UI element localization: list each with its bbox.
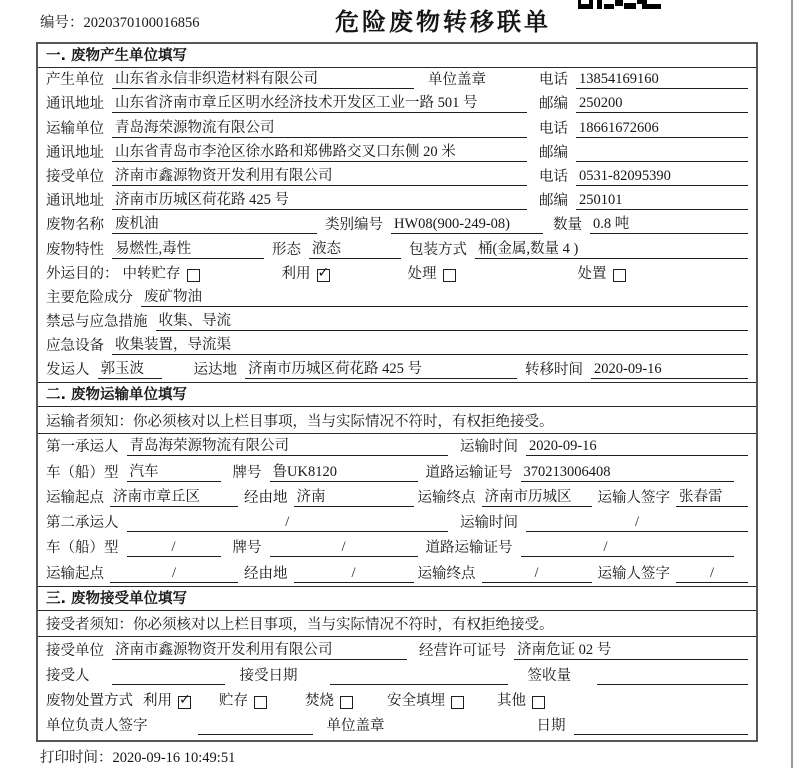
main-hazard-label: 主要危险成分 (46, 289, 133, 306)
receive-date-value (330, 667, 508, 685)
row-emergency-equipment (38, 334, 756, 358)
doc-number-value: 2020370100016856 (83, 15, 200, 31)
waste-quantity-label: 数量 (553, 217, 582, 234)
transporter-address-value: 山东省青岛市李沧区徐水路和郑佛路交叉口东侧 20 米 (112, 140, 527, 162)
producer-phone-group (539, 68, 748, 89)
row-disposal-method (38, 688, 756, 713)
transfer-date-label: 转移时间 (525, 362, 583, 379)
date-label: 日期 (536, 718, 566, 735)
producer-unit-label: 产生单位 (46, 72, 104, 89)
date-value (574, 717, 749, 735)
row-receiver-address (38, 189, 756, 213)
waste-category-value: HW08(900-249-08) (391, 216, 543, 234)
checkbox-landfill (451, 696, 464, 709)
terminal-1-value: 济南市历城区 (482, 485, 592, 507)
row-second-carrier (38, 510, 756, 535)
carrier-notice: 运输者须知：你必须核对以上栏目事项，当与实际情况不符时，有权拒绝接受。 (38, 407, 756, 434)
carrier-signature-2-label: 运输人签字 (597, 565, 670, 582)
producer-seal-label: 单位盖章 (428, 72, 486, 89)
checkbox-dispose (613, 269, 626, 282)
receiver-address-label: 通讯地址 (46, 193, 104, 210)
first-carrier-value: 青岛海荣源物流有限公司 (127, 434, 449, 456)
contraindications-value: 收集、导流 (156, 309, 749, 331)
plate-number-1-label: 牌号 (232, 464, 262, 481)
row-transfer-purpose (38, 262, 756, 286)
emergency-equipment-label: 应急设备 (46, 338, 104, 355)
consignor-label: 发运人 (46, 362, 90, 379)
second-carrier-value: / (127, 514, 449, 532)
receiver-person-label: 接受人 (46, 667, 90, 684)
responsible-signature-value (198, 717, 313, 735)
emergency-equipment-value: 收集装置，导流渠 (112, 333, 748, 355)
terminal-2-value: / (482, 565, 592, 583)
destination-label: 运达地 (193, 362, 237, 379)
destination-value: 济南市历城区荷花路 425 号 (245, 357, 517, 379)
print-time-value: 2020-09-16 10:49:51 (112, 750, 236, 766)
transporter-postcode-group (539, 141, 748, 162)
first-carrier-label: 第一承运人 (46, 439, 119, 456)
transfer-date-value: 2020-09-16 (591, 361, 748, 379)
row-vehicle-1 (38, 459, 756, 484)
packing-method-value: 桶(金属,数量 4 ) (475, 237, 748, 259)
waste-category-label: 类别编号 (325, 217, 383, 234)
vehicle-type-2-label: 车（船）型 (46, 540, 119, 557)
vehicle-type-1-value: 汽车 (127, 460, 221, 482)
receiver-address-value: 济南市历城区荷花路 425 号 (112, 188, 527, 210)
via-1-value: 济南 (294, 485, 414, 507)
consignor-value: 郭玉波 (98, 357, 162, 379)
waste-characteristics-label: 废物特性 (46, 241, 104, 258)
qr-code-fragment (578, 0, 662, 10)
main-hazard-value: 废矿物油 (141, 285, 748, 307)
option-incinerate-label: 焚烧 (305, 693, 334, 710)
row-vehicle-2 (38, 535, 756, 560)
transporter-address-label: 通讯地址 (46, 144, 104, 161)
row-producer-address (38, 92, 756, 116)
transfer-purpose-label: 外运目的： (46, 265, 119, 282)
second-carrier-label: 第二承运人 (46, 515, 119, 532)
checkbox-other (532, 696, 545, 709)
waste-characteristics-value: 易燃性,毒性 (112, 237, 264, 259)
received-quantity-value (597, 667, 748, 685)
via-1-label: 经由地 (244, 489, 288, 506)
via-2-label: 经由地 (244, 565, 288, 582)
checkbox-treat (443, 269, 456, 282)
waste-form-label: 形态 (272, 241, 301, 258)
received-quantity-label: 签收量 (527, 667, 571, 684)
section-transporter-header: 二. 废物运输单位填写 (38, 382, 756, 407)
packing-method-label: 包装方式 (409, 241, 467, 258)
origin-2-value: / (110, 565, 238, 583)
vehicle-type-2-value: / (127, 539, 221, 557)
row-receiving-unit (38, 637, 756, 662)
print-time (40, 746, 235, 767)
receiver-unit-value: 济南市鑫源物资开发利用有限公司 (112, 164, 527, 186)
producer-phone-label: 电话 (539, 72, 568, 89)
producer-address-value: 山东省济南市章丘区明水经济技术开发区工业一路 501 号 (112, 91, 527, 113)
row-first-carrier (38, 434, 756, 459)
carrier-signature-1-value: 张春雷 (676, 485, 748, 507)
origin-1-label: 运输起点 (46, 489, 104, 506)
producer-postcode-group (539, 92, 748, 113)
waste-name-label: 废物名称 (46, 217, 104, 234)
option-transit-storage-label: 中转贮存 (122, 265, 181, 282)
receiver-person-value (112, 667, 225, 685)
section-producer-header: 一. 废物产生单位填写 (38, 44, 756, 68)
transporter-phone-value: 18661672606 (576, 120, 748, 138)
hazardous-waste-transfer-form (36, 42, 758, 742)
page-edge-line (791, 0, 793, 768)
disposal-method-label: 废物处置方式 (46, 693, 133, 710)
checkbox-storage (254, 696, 267, 709)
receiving-unit-value: 济南市鑫源物资开发利用有限公司 (112, 638, 407, 660)
origin-2-label: 运输起点 (46, 565, 104, 582)
road-license-2-label: 道路运输证号 (425, 540, 513, 557)
row-producer-unit (38, 68, 756, 92)
transport-date-2-value: / (526, 514, 748, 532)
transporter-postcode-label: 邮编 (539, 144, 568, 161)
carrier-signature-1-label: 运输人签字 (597, 489, 670, 506)
row-transporter-unit (38, 116, 756, 140)
transporter-postcode-value (576, 144, 748, 162)
producer-postcode-value: 250200 (576, 95, 748, 113)
option-landfill-label: 安全填埋 (387, 693, 445, 710)
terminal-1-label: 运输终点 (417, 489, 476, 506)
vehicle-type-1-label: 车（船）型 (46, 464, 119, 481)
row-consignor (38, 358, 756, 382)
transporter-unit-value: 青岛海荣源物流有限公司 (112, 116, 527, 138)
receiver-postcode-group (539, 189, 748, 210)
waste-form-value: 液态 (309, 237, 401, 259)
page-title: 危险废物转移联单 (335, 8, 551, 36)
row-waste-characteristics (38, 237, 756, 261)
section-transporter (38, 382, 756, 585)
row-waste-name (38, 213, 756, 237)
transporter-unit-label: 运输单位 (46, 120, 104, 137)
doc-number-label: 编号： (40, 15, 84, 31)
transporter-phone-label: 电话 (539, 120, 568, 137)
checkbox-transit-storage (187, 269, 200, 282)
road-license-1-label: 道路运输证号 (425, 464, 513, 481)
row-contraindications (38, 310, 756, 334)
option-dispose-label: 处置 (577, 265, 607, 282)
receiving-unit-label: 接受单位 (46, 642, 104, 659)
receiver-phone-label: 电话 (539, 168, 568, 185)
contraindications-label: 禁忌与应急措施 (46, 314, 148, 331)
row-responsible-signature (38, 713, 756, 738)
checkbox-utilize-checked (317, 264, 330, 282)
receiver-phone-value: 0531-82095390 (576, 168, 748, 186)
terminal-2-label: 运输终点 (417, 565, 476, 582)
section-receiver-header: 三. 废物接受单位填写 (38, 586, 756, 611)
receiver-postcode-value: 250101 (576, 192, 748, 210)
section-receiver (38, 586, 756, 739)
origin-1-value: 济南市章丘区 (110, 485, 238, 507)
road-license-2-value: / (521, 539, 735, 557)
road-license-1-value: 370213006408 (521, 464, 735, 482)
business-license-value: 济南危证 02 号 (514, 638, 748, 660)
check-mark-icon: ✓ (179, 692, 191, 709)
unit-seal-label: 单位盖章 (326, 718, 385, 735)
row-transporter-address (38, 141, 756, 165)
transport-date-2-label: 运输时间 (460, 515, 518, 532)
receiver-unit-label: 接受单位 (46, 168, 104, 185)
row-route-2 (38, 560, 756, 585)
transport-date-1-label: 运输时间 (460, 439, 518, 456)
option-utilize2-label: 利用 (143, 693, 172, 710)
waste-quantity-value: 0.8 吨 (590, 212, 748, 234)
receiver-phone-group (539, 165, 748, 186)
receiver-postcode-label: 邮编 (539, 193, 568, 210)
row-main-hazard (38, 286, 756, 310)
receive-date-label: 接受日期 (239, 667, 298, 684)
via-2-value: / (294, 565, 414, 583)
checkbox-incinerate (340, 696, 353, 709)
producer-unit-value: 山东省永信非织造材料有限公司 (112, 67, 414, 89)
plate-number-2-label: 牌号 (232, 540, 262, 557)
producer-phone-value: 13854169160 (576, 71, 748, 89)
section-producer (38, 44, 756, 382)
option-treat-label: 处理 (407, 265, 437, 282)
plate-number-1-value: 鲁UK8120 (270, 460, 418, 482)
option-other-label: 其他 (497, 693, 526, 710)
transport-date-1-value: 2020-09-16 (526, 438, 748, 456)
carrier-signature-2-value: / (676, 565, 748, 583)
option-storage-label: 贮存 (219, 693, 248, 710)
check-mark-icon: ✓ (317, 264, 330, 281)
plate-number-2-value: / (270, 539, 418, 557)
checkbox-utilize2-checked (178, 692, 191, 709)
business-license-label: 经营许可证号 (419, 642, 506, 659)
producer-postcode-label: 邮编 (539, 96, 568, 113)
row-route-1 (38, 485, 756, 510)
transporter-phone-group (539, 117, 748, 138)
receiver-notice: 接受者须知：你必须核对以上栏目事项，当与实际情况不符时，有权拒绝接受。 (38, 611, 756, 638)
producer-address-label: 通讯地址 (46, 96, 104, 113)
row-receiver-person (38, 663, 756, 688)
responsible-signature-label: 单位负责人签字 (46, 718, 148, 735)
option-utilize-label: 利用 (281, 265, 311, 282)
waste-name-value: 废机油 (112, 212, 317, 234)
print-time-label: 打印时间： (40, 750, 113, 766)
row-receiver-unit (38, 165, 756, 189)
